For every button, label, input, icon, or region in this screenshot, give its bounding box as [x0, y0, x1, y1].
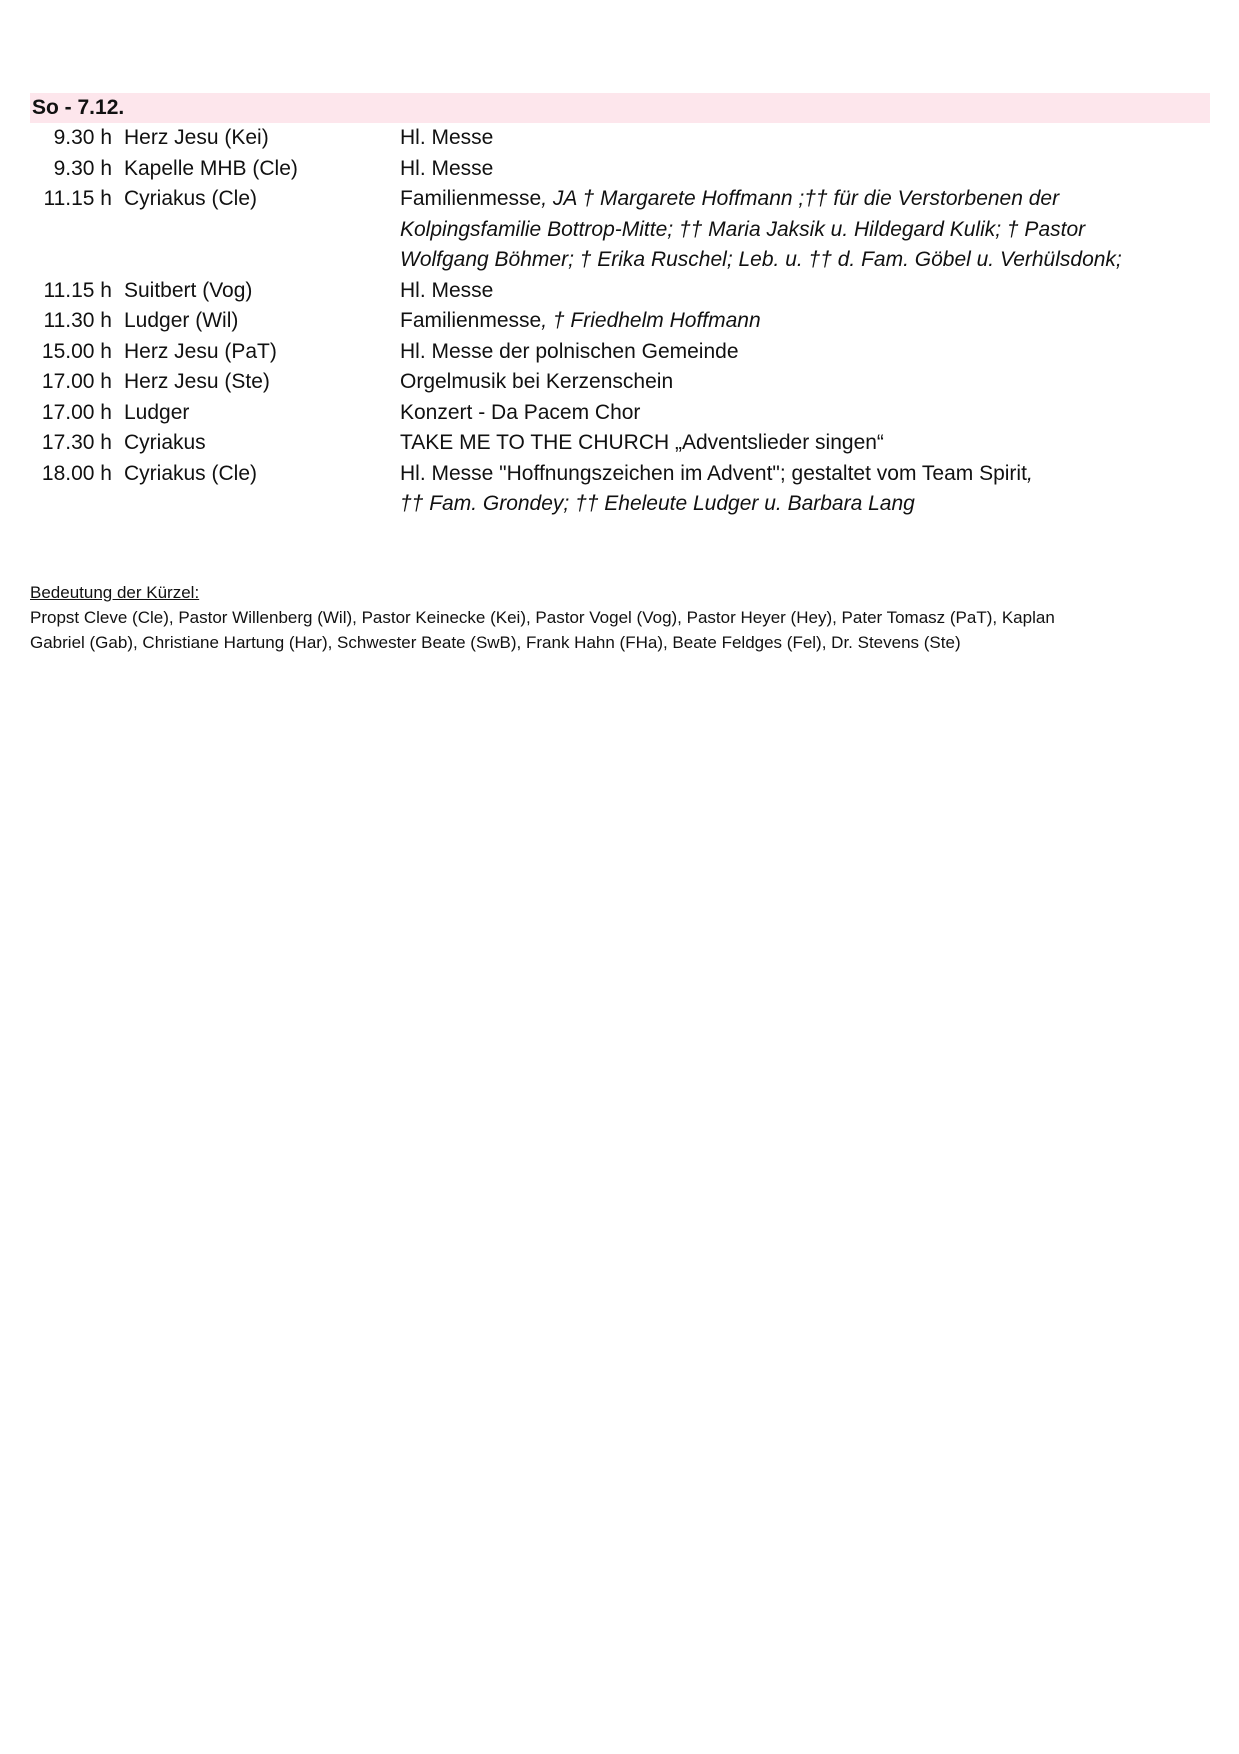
- description-segment: ,: [1026, 461, 1033, 485]
- event-description: [400, 276, 1210, 307]
- event-row: [30, 398, 1210, 429]
- description-segment: Wolfgang Böhmer; † Erika Ruschel; Leb. u. †† d. Fam. Göbel u. Verhülsdonk;: [400, 248, 1122, 271]
- event-place: Ludger (Wil): [124, 309, 239, 332]
- description-line: [400, 184, 1210, 215]
- event-place: Kapelle MHB (Cle): [124, 156, 298, 180]
- description-segment: , † Friedhelm Hoffmann: [541, 309, 761, 332]
- event-description: [400, 459, 1210, 520]
- event-place: Herz Jesu (PaT): [124, 339, 277, 363]
- legend-line-1: Propst Cleve (Cle), Pastor Willenberg (Wil), Pastor Keinecke (Kei), Pastor Vogel (Vog), Pastor Heyer (Hey), Pater Tomasz (PaT), Kaplan: [30, 608, 1055, 627]
- description-segment: Orgelmusik bei Kerzenschein: [400, 370, 674, 393]
- event-description: [400, 337, 1210, 368]
- description-segment: †† Fam. Grondey; †† Eheleute Ludger u. Barbara Lang: [400, 492, 915, 515]
- event-row: [30, 123, 1210, 154]
- description-segment: Hl. Messe: [400, 126, 494, 149]
- description-line: [400, 276, 1210, 307]
- description-line: [400, 123, 1210, 154]
- description-segment: Hl. Messe: [400, 156, 494, 180]
- description-line: [400, 245, 1210, 276]
- event-place: Suitbert (Vog): [124, 278, 253, 302]
- event-place: Cyriakus (Cle): [124, 461, 258, 485]
- description-segment: Hl. Messe: [400, 278, 494, 302]
- event-time: 17.00 h: [41, 400, 112, 424]
- event-time: 11.15 h: [43, 278, 112, 302]
- event-time: 17.30 h: [41, 431, 112, 454]
- legend: [30, 580, 1210, 655]
- schedule: [30, 93, 1210, 520]
- description-line: [400, 398, 1210, 429]
- event-place: Ludger: [124, 400, 190, 424]
- event-time: 18.00 h: [41, 461, 112, 485]
- description-line: [400, 367, 1210, 398]
- event-time: 17.00 h: [41, 370, 112, 393]
- event-list: [30, 123, 1210, 520]
- event-row: [30, 154, 1210, 185]
- event-row: [30, 459, 1210, 520]
- event-description: [400, 123, 1210, 154]
- description-segment: Konzert - Da Pacem Chor: [400, 400, 641, 424]
- event-description: [400, 367, 1210, 398]
- legend-title: Bedeutung der Kürzel:: [30, 583, 200, 602]
- description-line: [400, 154, 1210, 185]
- description-line: [400, 459, 1210, 490]
- description-line: [400, 215, 1210, 246]
- day-header: So - 7.12.: [30, 93, 1210, 123]
- event-time: 9.30 h: [53, 156, 112, 180]
- event-place: Herz Jesu (Ste): [124, 370, 270, 393]
- event-description: [400, 398, 1210, 429]
- description-segment: TAKE ME TO THE CHURCH „Adventslieder singen“: [400, 431, 884, 454]
- legend-line-2: Gabriel (Gab), Christiane Hartung (Har), Schwester Beate (SwB), Frank Hahn (FHa), Beate Feldges (Fel), Dr. Stevens (Ste): [30, 633, 961, 652]
- event-time: 11.30 h: [43, 309, 112, 332]
- description-line: [400, 306, 1210, 337]
- event-place: Cyriakus: [124, 431, 206, 454]
- description-line: [400, 428, 1210, 459]
- description-line: [400, 337, 1210, 368]
- description-segment: Familienmesse: [400, 187, 542, 210]
- event-description: [400, 184, 1210, 276]
- description-segment: , JA † Margarete Hoffmann ;†† für die Verstorbenen der: [541, 187, 1060, 210]
- event-time: 15.00 h: [41, 339, 112, 363]
- event-time: 11.15 h: [43, 187, 112, 210]
- description-line: [400, 489, 1210, 520]
- event-time: 9.30 h: [53, 126, 112, 149]
- event-row: [30, 367, 1210, 398]
- event-description: [400, 428, 1210, 459]
- event-row: [30, 276, 1210, 307]
- event-place: Herz Jesu (Kei): [124, 126, 269, 149]
- event-row: [30, 184, 1210, 276]
- description-segment: Hl. Messe "Hoffnungszeichen im Advent"; gestaltet vom Team Spirit: [400, 461, 1027, 485]
- description-segment: Familienmesse: [400, 309, 542, 332]
- description-segment: Kolpingsfamilie Bottrop-Mitte; †† Maria Jaksik u. Hildegard Kulik; † Pastor: [400, 217, 1086, 241]
- event-description: [400, 154, 1210, 185]
- event-description: [400, 306, 1210, 337]
- description-segment: Hl. Messe der polnischen Gemeinde: [400, 339, 739, 363]
- event-place: Cyriakus (Cle): [124, 187, 258, 210]
- event-row: [30, 428, 1210, 459]
- event-row: [30, 337, 1210, 368]
- event-row: [30, 306, 1210, 337]
